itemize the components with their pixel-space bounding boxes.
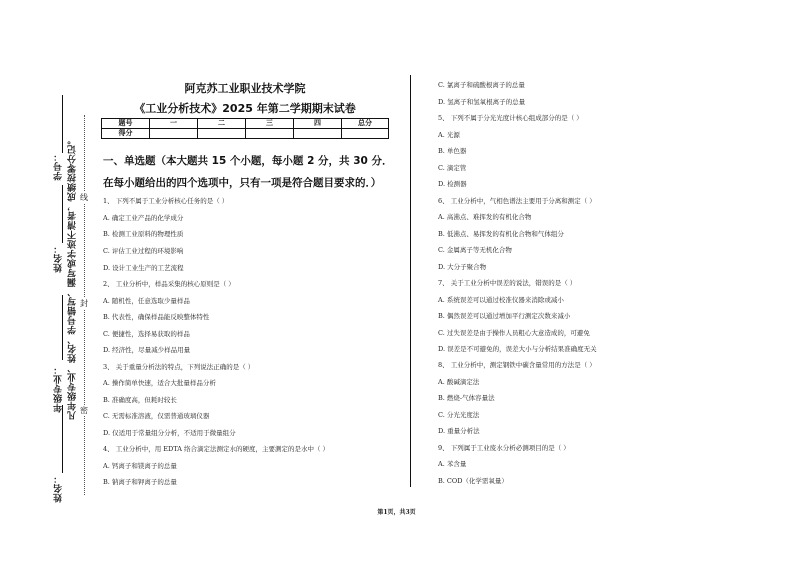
answer-option: A. 系统误差可以通过校准仪器来消除或减小 xyxy=(438,296,564,304)
binding-notice: 凡年级专业、姓名、学号错写、漏写或字迹不清者，成绩按零分记。 xyxy=(68,135,78,420)
header-cell: 二 xyxy=(198,119,246,129)
class-major-label: 年级专业： xyxy=(54,365,64,413)
student-id-underline xyxy=(62,95,63,153)
score-table-score-row xyxy=(102,129,389,139)
question-stem: 5、 下列不属于分光光度计核心组成部分的是（ ） xyxy=(438,114,583,122)
header-cell: 一 xyxy=(150,119,198,129)
answer-option: A. 钙离子和镁离子的总量 xyxy=(103,462,177,470)
score-cell[interactable] xyxy=(150,129,198,139)
question-stem: 2、 工业分析中，样品采集的核心原则是（ ） xyxy=(103,280,235,288)
answer-option: B. 检测工业原料的物理性质 xyxy=(103,230,184,238)
page-number: 第1页，共3页 xyxy=(377,509,416,516)
seal-char-feng: 封 xyxy=(80,299,88,308)
school-name: 阿克苏工业职业技术学院 xyxy=(184,82,306,95)
score-cell[interactable] xyxy=(246,129,294,139)
answer-option: B. COD（化学需氧量） xyxy=(438,477,508,485)
name-label: 姓名： xyxy=(54,244,64,273)
seal-char-mi: 密 xyxy=(80,406,88,415)
question-stem: 9、 下列属于工业废水分析必测项目的是（ ） xyxy=(438,444,570,452)
score-row-label: 得分 xyxy=(102,129,150,139)
answer-option: D. 经济性，尽量减少样品用量 xyxy=(103,346,191,354)
answer-option: B. 钠离子和钾离子的总量 xyxy=(103,478,177,486)
answer-option: B. 燃烧-气体容量法 xyxy=(438,394,495,402)
class-major-underline xyxy=(62,295,63,360)
header-cell: 三 xyxy=(246,119,294,129)
answer-option: D. 检测器 xyxy=(438,180,467,188)
answer-option: B. 单色器 xyxy=(438,147,467,155)
section-heading: 一、单选题（本大题共 15 个小题，每小题 2 分，共 30 分．在每小题给出的四个选项中，只有一项是符合题目要求的．） xyxy=(103,155,393,189)
question-stem: 7、 关于工业分析中误差的说法，错误的是（ ） xyxy=(438,279,577,287)
answer-option: D. 误差是不可避免的，误差大小与分析结果准确度无关 xyxy=(438,345,597,353)
answer-option: A. 操作简单快速，适合大批量样品分析 xyxy=(103,379,216,387)
question-stem: 3、 关于重量分析法的特点，下列说法正确的是（ ） xyxy=(103,363,255,371)
header-cell: 题号 xyxy=(102,119,150,129)
answer-option: B. 偶然误差可以通过增加平行测定次数来减小 xyxy=(438,312,571,320)
question-stem: 4、 工业分析中，用 EDTA 络合滴定法测定水的硬度，主要测定的是水中（ ） xyxy=(103,445,330,453)
question-stem: 1、 下列不属于工业分析核心任务的是（ ） xyxy=(103,197,229,205)
test-center-label: 姓名： xyxy=(54,474,64,503)
column-divider xyxy=(410,75,411,487)
answer-option: C. 金属离子等无机化合物 xyxy=(438,246,512,254)
header-cell: 总分 xyxy=(342,119,389,129)
answer-option: D. 重量分析法 xyxy=(438,427,480,435)
score-table-header-row xyxy=(102,119,389,129)
answer-option: A. 酸碱滴定法 xyxy=(438,378,480,386)
question-stem: 8、 工业分析中，测定钢铁中碳含量常用的方法是（ ） xyxy=(438,361,596,369)
answer-option: C. 过失误差是由于操作人员粗心大意造成的，可避免 xyxy=(438,329,590,337)
header-cell: 四 xyxy=(294,119,342,129)
score-table xyxy=(101,118,389,139)
answer-option: C. 滴定管 xyxy=(438,164,467,172)
answer-option: B. 代表性，确保样品能反映整体特性 xyxy=(103,313,210,321)
student-id-label: 学号： xyxy=(54,152,64,181)
answer-option: D. 氢离子和氢氧根离子的总量 xyxy=(438,98,526,106)
answer-option: B. 准确度高，但耗时较长 xyxy=(103,396,177,404)
answer-option: D. 仅适用于常量组分分析，不适用于微量组分 xyxy=(103,429,236,437)
answer-option: D. 大分子聚合物 xyxy=(438,263,487,271)
test-center-underline xyxy=(62,405,63,473)
answer-option: C. 便捷性，选择易获取的样品 xyxy=(103,330,190,338)
score-cell[interactable] xyxy=(294,129,342,139)
name-underline xyxy=(62,185,63,243)
question-stem: 6、 工业分析中，气相色谱法主要用于分离和测定（ ） xyxy=(438,197,596,205)
answer-option: A. 确定工业产品的化学成分 xyxy=(103,214,184,222)
score-cell[interactable] xyxy=(342,129,389,139)
answer-option: A. 苯含量 xyxy=(438,460,467,468)
exam-title: 《工业分析技术》2025 年第二学期期末试卷 xyxy=(134,102,356,115)
answer-option: C. 分光光度法 xyxy=(438,411,480,419)
score-cell[interactable] xyxy=(198,129,246,139)
answer-option: A. 光源 xyxy=(438,131,460,139)
answer-option: B. 低沸点、易挥发的有机化合物和气体组分 xyxy=(438,230,564,238)
answer-option: A. 高沸点、难挥发的有机化合物 xyxy=(438,213,532,221)
seal-char-xian: 线 xyxy=(80,193,88,202)
answer-option: C. 评估工业过程的环境影响 xyxy=(103,247,184,255)
answer-option: D. 设计工业生产的工艺流程 xyxy=(103,264,184,272)
answer-option: C. 氯离子和硫酸根离子的总量 xyxy=(438,81,525,89)
answer-option: C. 无需标准溶液，仅需普通玻璃仪器 xyxy=(103,412,210,420)
answer-option: A. 随机性，任意选取少量样品 xyxy=(103,297,190,305)
